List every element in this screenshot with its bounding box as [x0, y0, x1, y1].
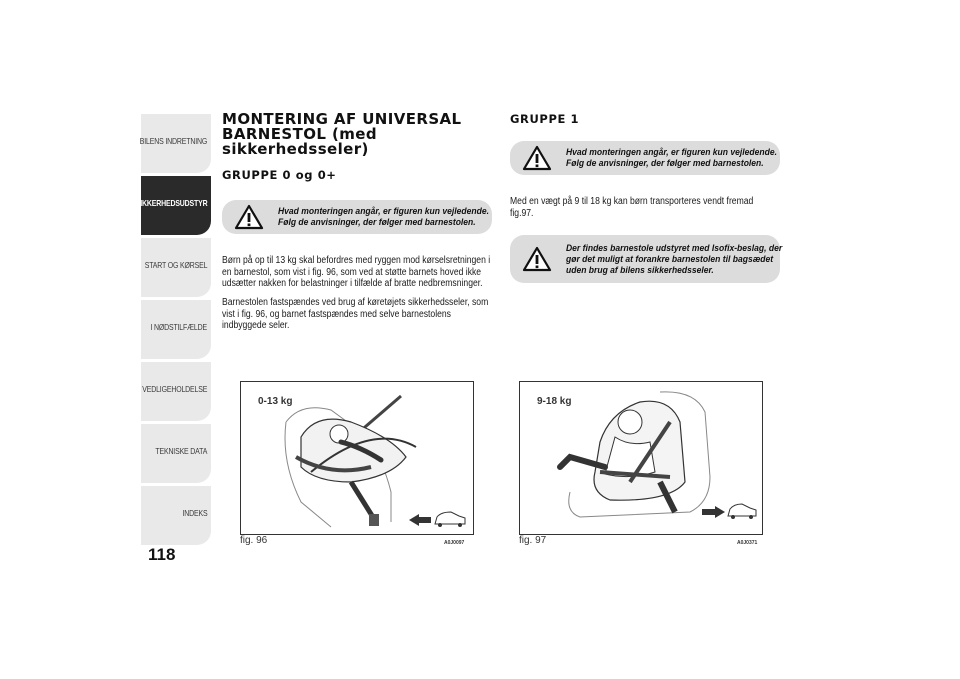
text-line: Med en vægt på 9 til 18 kg kan børn transporteres vendt fremad	[510, 196, 754, 207]
warning-line: Følg de anvisninger, der følger med barnestolen.	[278, 217, 476, 228]
tab-vedligeholdelse[interactable]	[141, 362, 211, 421]
figure-code: A0J0371	[737, 540, 758, 546]
warning-line: Der findes barnestole udstyret med Isofix-beslag, der	[566, 242, 783, 254]
car-direction-icon	[702, 504, 756, 519]
tab-label: START OG KØRSEL	[144, 260, 207, 270]
text-line: Børn på op til 13 kg skal befordres med ryggen mod kørselsretningen i	[222, 255, 491, 266]
warning-line: Hvad monteringen angår, er figuren kun vejledende.	[566, 147, 777, 158]
tab-label: I NØDSTILFÆLDE	[150, 322, 207, 332]
warning-line: uden brug af bilens sikkerhedsseler.	[566, 264, 714, 276]
warning-line: Hvad monteringen angår, er figuren kun vejledende.	[278, 206, 489, 217]
paragraph	[222, 255, 490, 290]
text-line: vist i fig. 96, og barnet fastspændes med selve barnestolens	[222, 308, 451, 320]
warning-line: Følg de anvisninger, der følger med barnestolen.	[566, 158, 764, 169]
warning-triangle-icon	[522, 246, 552, 272]
tab-start-og-korsel[interactable]	[141, 238, 211, 297]
warning-line: gør det muligt at forankre barnestolen til bagsædet	[566, 253, 774, 265]
text-line: fig.97.	[510, 207, 534, 219]
warning-text	[278, 206, 489, 228]
group-0-heading: GRUPPE 0 og 0+	[222, 168, 337, 182]
text-line: en barnestol, som vist i fig. 96, som ved at støtte barnets hoved ikke	[222, 266, 482, 278]
figure-97	[519, 381, 763, 535]
tab-indeks[interactable]	[141, 486, 211, 545]
text-line: indbyggede seler.	[222, 320, 290, 331]
tab-bilens-indretning[interactable]	[141, 114, 211, 173]
group-1-heading: GRUPPE 1	[510, 112, 580, 126]
page-number: 118	[148, 545, 176, 564]
warning-triangle-icon	[522, 145, 552, 171]
warning-text	[566, 243, 782, 276]
tab-label: SIKKERHEDSUDSTYR	[135, 198, 207, 208]
title-line: BARNESTOL (med	[222, 125, 377, 143]
tab-label: VEDLIGEHOLDELSE	[142, 384, 207, 394]
paragraph	[510, 196, 753, 219]
weight-label: 0-13 kg	[258, 396, 293, 407]
figure-code: A0J0097	[444, 540, 465, 546]
car-direction-icon	[409, 512, 465, 527]
title-line: MONTERING AF UNIVERSAL	[222, 110, 462, 128]
tab-tekniske-data[interactable]	[141, 424, 211, 483]
warning-text	[566, 147, 777, 169]
warning-triangle-icon	[234, 204, 264, 230]
chapter-tabs	[135, 114, 211, 548]
warning-box	[510, 235, 783, 283]
figure-caption: fig. 97	[519, 535, 547, 546]
tab-label: BILENS INDRETNING	[139, 136, 207, 146]
title-line: sikkerhedsseler)	[222, 140, 369, 158]
warning-box	[222, 200, 492, 234]
text-line: Barnestolen fastspændes ved brug af køretøjets sikkerhedsseler, som	[222, 297, 489, 308]
weight-label: 9-18 kg	[537, 396, 572, 407]
tab-label: TEKNISKE DATA	[155, 446, 207, 456]
warning-box	[510, 141, 780, 175]
tab-i-nodstilfaelde[interactable]	[141, 300, 211, 359]
figure-caption: fig. 96	[240, 535, 268, 546]
tab-label: INDEKS	[182, 508, 207, 518]
tab-sikkerhedsudstyr[interactable]	[135, 176, 211, 235]
figure-96	[240, 381, 474, 535]
paragraph	[222, 297, 488, 332]
section-title	[222, 112, 492, 157]
text-line: udsætter nakken for belastninger i tilfælde af bratte nedbremsninger.	[222, 278, 483, 289]
